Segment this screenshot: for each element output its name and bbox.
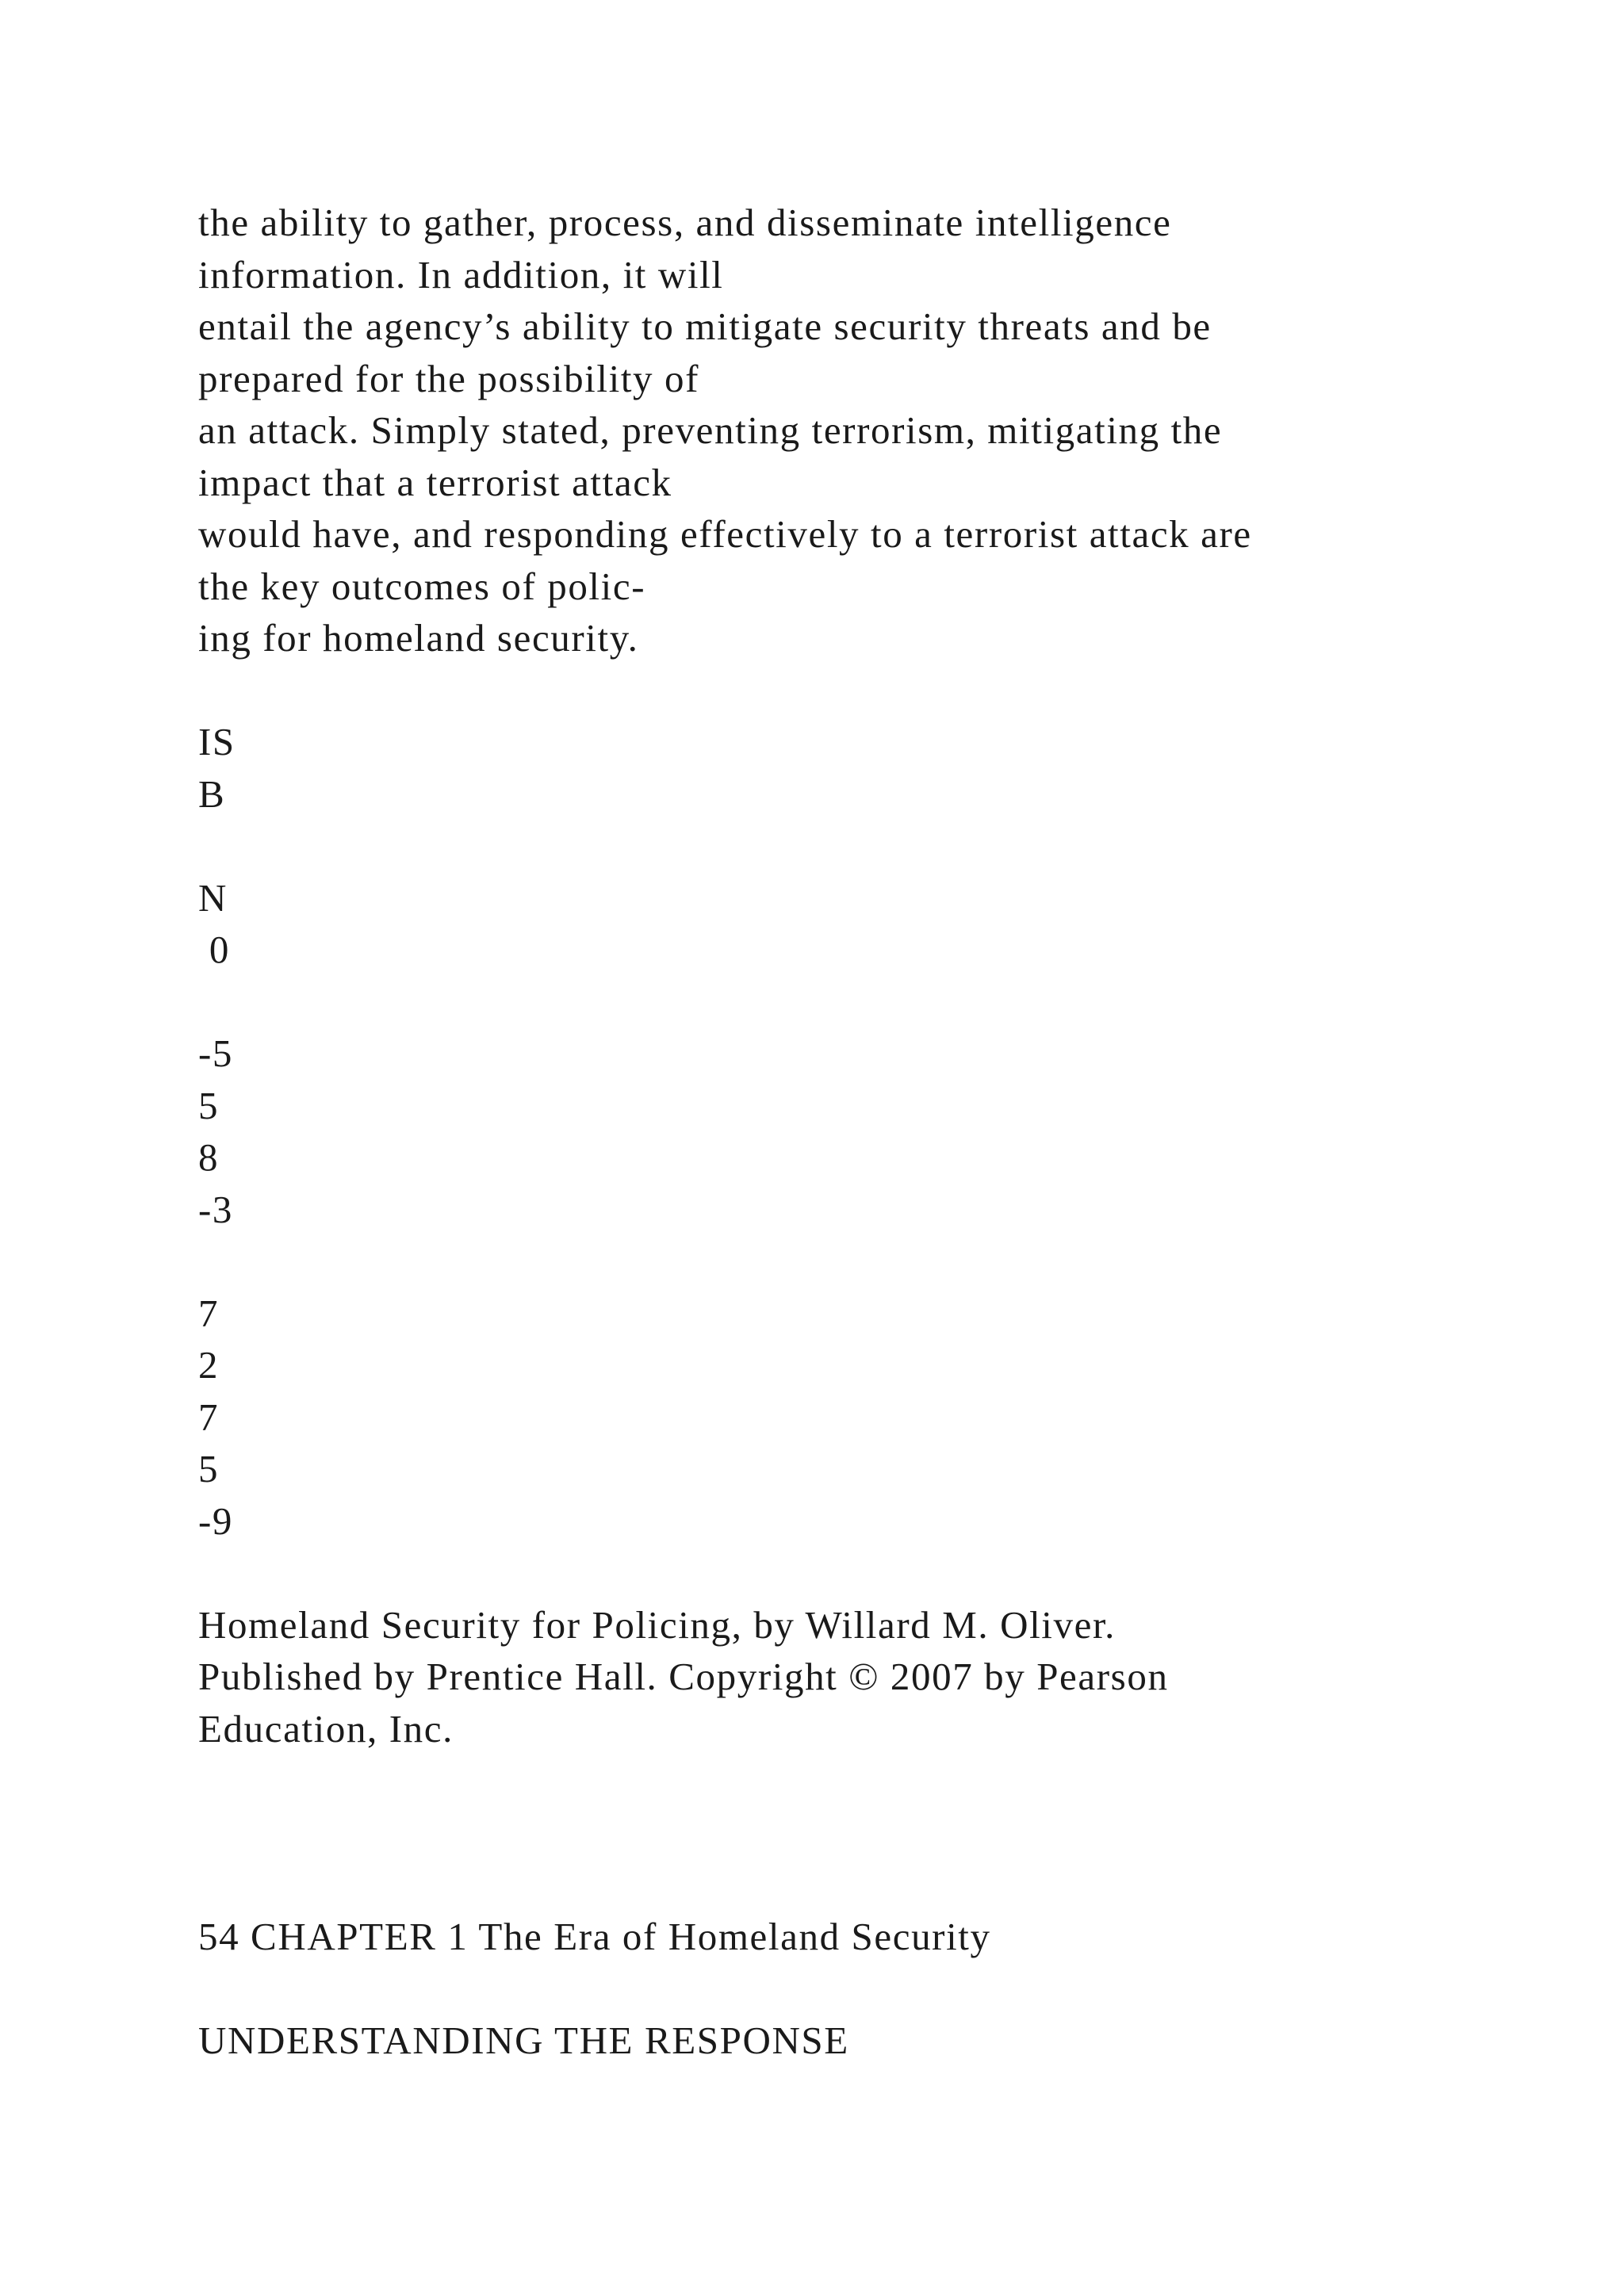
body-line: information. In addition, it will [198, 252, 724, 297]
body-line: entail the agency’s ability to mitigate security threats and be [198, 304, 1212, 348]
isbn-char: 0 [198, 928, 230, 971]
isbn-char: B [198, 771, 226, 816]
isbn-char: -9 [198, 1498, 234, 1543]
spacer [198, 1547, 1546, 1599]
spacer [198, 1235, 1546, 1288]
spacer [198, 664, 1546, 717]
document-page [198, 197, 1546, 2066]
isbn-char: IS [198, 720, 236, 763]
running-header: 54 CHAPTER 1 The Era of Homeland Security [198, 1914, 991, 1958]
isbn-char: 8 [198, 1135, 220, 1179]
spacer [198, 1755, 1546, 1807]
isbn-char: -3 [198, 1187, 234, 1231]
copyright-notice [198, 1599, 1546, 1755]
body-line: an attack. Simply stated, preventing terrorism, mitigating the [198, 408, 1223, 452]
isbn-char: 5 [198, 1447, 220, 1490]
spacer [198, 976, 1546, 1028]
isbn-char: -5 [198, 1031, 234, 1075]
spacer [198, 1962, 1546, 2015]
copyright-line: Education, Inc. [198, 1706, 454, 1751]
isbn-char: 2 [198, 1343, 220, 1387]
body-line: prepared for the possibility of [198, 356, 700, 400]
body-line: would have, and responding effectively to a terrorist attack are [198, 512, 1252, 556]
isbn-char: N [198, 875, 228, 920]
spacer [198, 820, 1546, 872]
isbn-char: 7 [198, 1291, 220, 1335]
copyright-line: Homeland Security for Policing, by Willard M. Oliver. [198, 1602, 1116, 1647]
spacer [198, 1858, 1546, 1911]
isbn-vertical-text [198, 716, 1546, 1547]
body-line: the key outcomes of polic- [198, 564, 646, 608]
section-heading: UNDERSTANDING THE RESPONSE [198, 2018, 849, 2062]
body-paragraph [198, 197, 1546, 664]
isbn-char: 7 [198, 1395, 220, 1439]
isbn-char: 5 [198, 1083, 220, 1127]
body-line: the ability to gather, process, and disseminate intelligence [198, 201, 1172, 244]
copyright-line: Published by Prentice Hall. Copyright © 2007 by Pearson [198, 1655, 1169, 1698]
body-line: impact that a terrorist attack [198, 460, 672, 504]
body-line: ing for homeland security. [198, 616, 639, 660]
spacer [198, 1807, 1546, 1859]
